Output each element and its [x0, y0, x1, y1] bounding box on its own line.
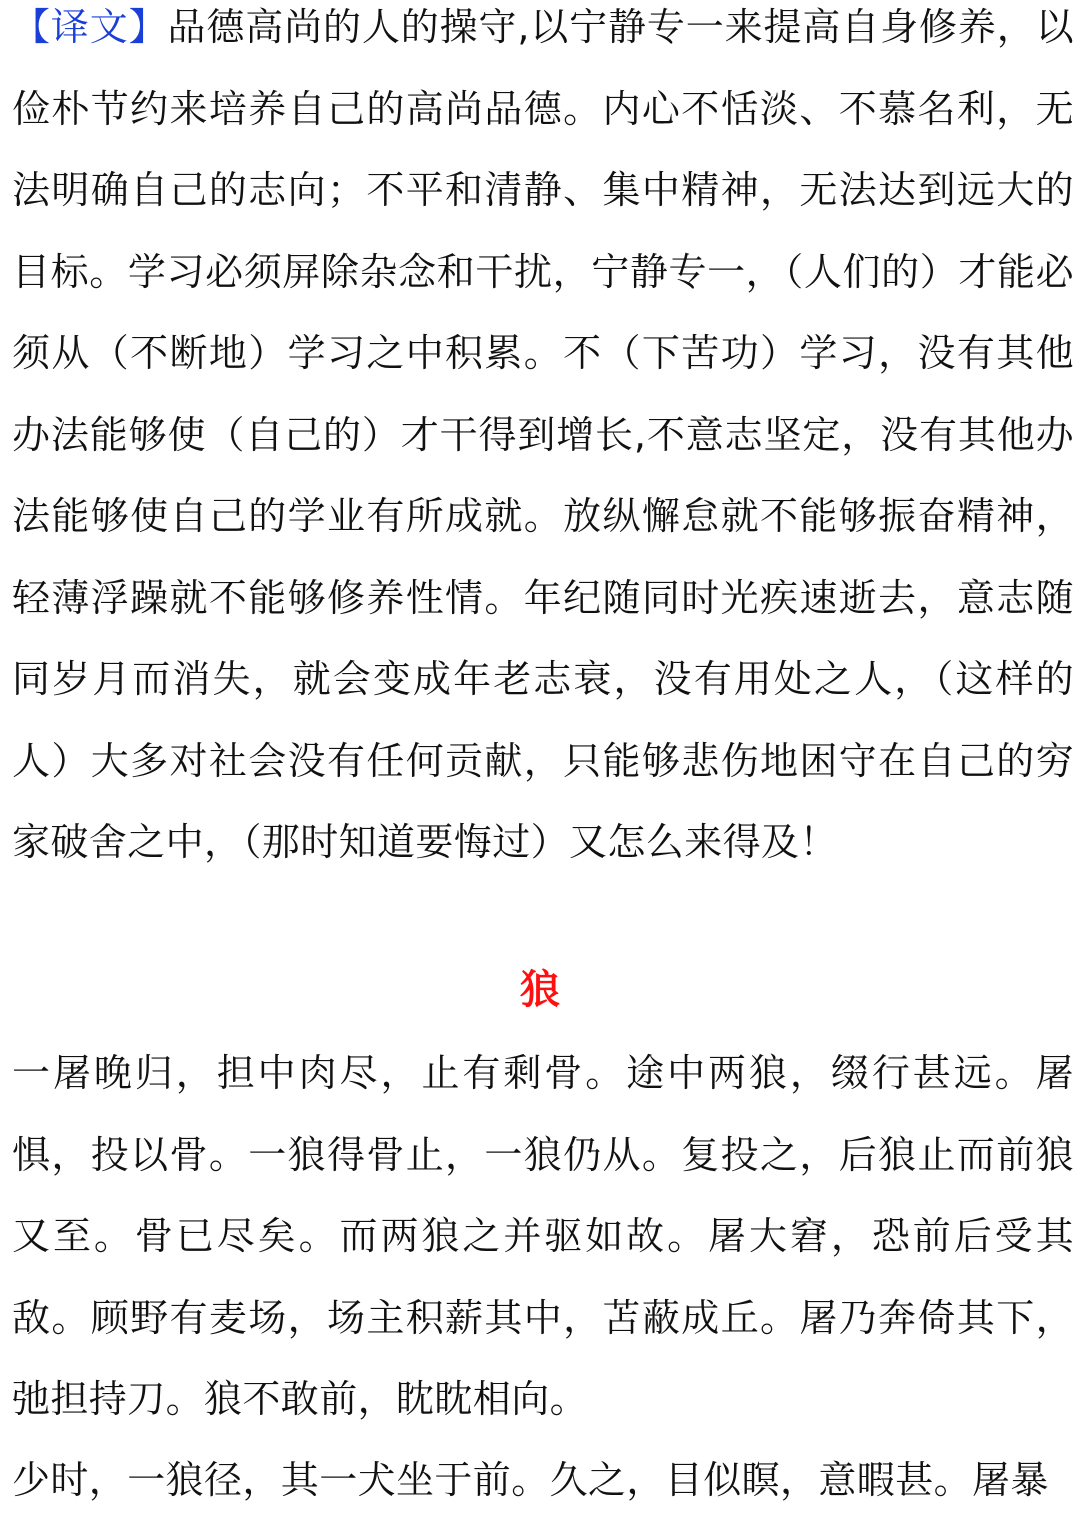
- wolf-paragraph-2: 少时，一狼径，其一犬坐于前。久之，目似瞑，意暇甚。屠暴: [12, 1458, 1049, 1502]
- wolf-title: 狼: [520, 967, 560, 1013]
- translation-label: 【译文】: [12, 5, 168, 49]
- wolf-paragraph-1: 一屠晚归，担中肉尽，止有剩骨。途中两狼，缀行甚远。屠惧，投以骨。一狼得骨止，一狼仍从。复投之，后狼止而前狼又至。骨已尽矣。而两狼之并驱如故。屠大窘，恐前后受其敌。顾野有麦场，场主积薪其中，苫蔽成丘。屠乃奔倚其下，弛担持刀。狼不敢前，眈眈相向。: [12, 1051, 1074, 1421]
- translation-text: 品德高尚的人的操守,以宁静专一来提高自身修养，以俭朴节约来培养自己的高尚品德。内心不恬淡、不慕名利，无法明确自己的志向；不平和清静、集中精神，无法达到远大的目标。学习必须屏除杂念和干扰，宁静专一，（人们的）才能必须从（不断地）学习之中积累。不（下苦功）学习，没有其他办法能够使（自己的）才干得到增长,不意志坚定，没有其他办法能够使自己的学业有所成就。放纵懈怠就不能够振奋精神，轻薄浮躁就不能够修养性情。年纪随同时光疾速逝去，意志随同岁月而消失，就会变成年老志衰，没有用处之人，（这样的人）大多对社会没有任何贡献，只能够悲伤地困守在自己的穷家破舍之中，（那时知道要悔过）又怎么来得及！: [12, 5, 1074, 864]
- translation-paragraph: [12, 0, 1074, 884]
